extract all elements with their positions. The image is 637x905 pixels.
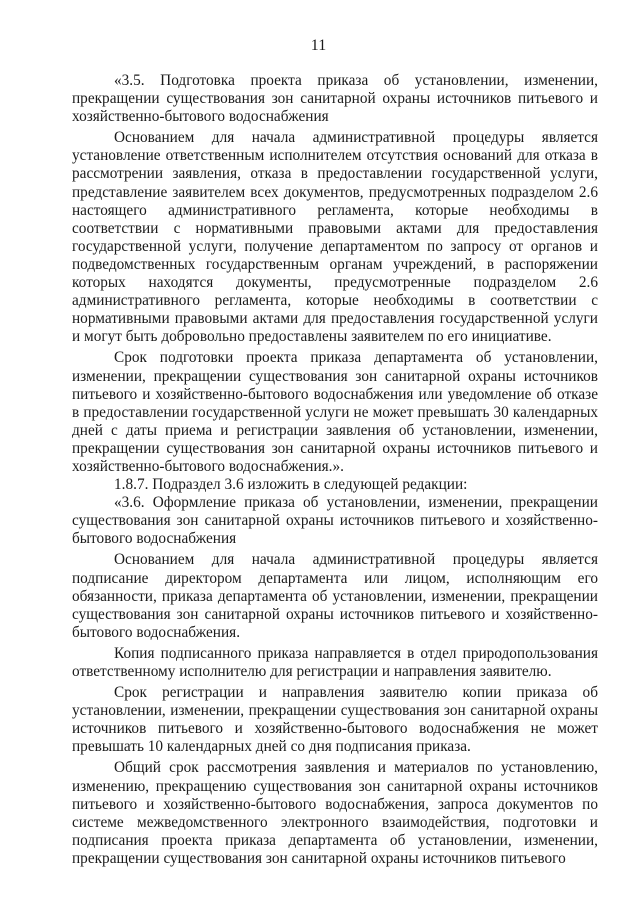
section-3-6-heading: «3.6. Оформление приказа об установлении, изменении, прекращении существования зон санитарной охраны источников питьевого и хозяйственно-бытового водоснабжения	[72, 494, 598, 548]
paragraph-3-6-total-term: Общий срок рассмотрения заявления и материалов по установлению, изменению, прекращению существования зон санитарной охраны источников питьевого и хозяйственно-бытового водоснабжения, запроса документов по системе межведомственного электронного взаимодействия, подготовки и подписания проекта приказа департамента об установлении, изменении, прекращении существования зон санитарной охраны источников питьевого	[72, 759, 598, 867]
paragraph-3-6-copy: Копия подписанного приказа направляется в отдел природопользования ответственному исполнителю для регистрации и направления заявителю.	[72, 644, 598, 680]
paragraph-3-5-basis: Основанием для начала административной процедуры является установление ответственным исполнителем отсутствия оснований для отказа в рассмотрении заявления, отказа в предоставлении государственной услуги, представление заявителем всех документов, предусмотренных подразделом 2.6 настоящего административного регламента, которые необходимы в соответствии с нормативными правовыми актами для предоставления государственной услуги, получение департаментом по запросу от органов и подведомственных государственным органам учреждений, в распоряжении которых находятся документы, предусмотренные подразделом 2.6 административного регламента, которые необходимы в соответствии с нормативными правовыми актами для предоставления государственной услуги и могут быть добровольно предоставлены заявителем по его инициативе.	[72, 129, 598, 346]
page-number: 11	[310, 37, 327, 54]
paragraph-3-6-basis: Основанием для начала административной процедуры является подписание директором департамента или лицом, исполняющим его обязанности, приказа департамента об установлении, изменении, прекращении существования зон санитарной охраны источников питьевого и хозяйственно-бытового водоснабжения.	[72, 551, 598, 641]
paragraph-3-6-term: Срок регистрации и направления заявителю копии приказа об установлении, изменении, прекращении существования зон санитарной охраны источников питьевого и хозяйственно-бытового водоснабжения не может превышать 10 календарных дней со дня подписания приказа.	[72, 684, 598, 756]
amendment-1-8-7: 1.8.7. Подраздел 3.6 изложить в следующей редакции:	[114, 476, 468, 494]
document-body	[72, 72, 598, 868]
section-3-5-heading: «3.5. Подготовка проекта приказа об установлении, изменении, прекращении существования зон санитарной охраны источников питьевого и хозяйственно-бытового водоснабжения	[72, 72, 598, 126]
paragraph-3-5-term: Срок подготовки проекта приказа департамента об установлении, изменении, прекращении существования зон санитарной охраны источников питьевого и хозяйственно-бытового водоснабжения или уведомление об отказе в предоставлении государственной услуги не может превышать 30 календарных дней с даты приема и регистрации заявления об установлении, изменении, прекращении существования зон санитарной охраны источников питьевого и хозяйственно-бытового водоснабжения.».	[72, 349, 598, 475]
